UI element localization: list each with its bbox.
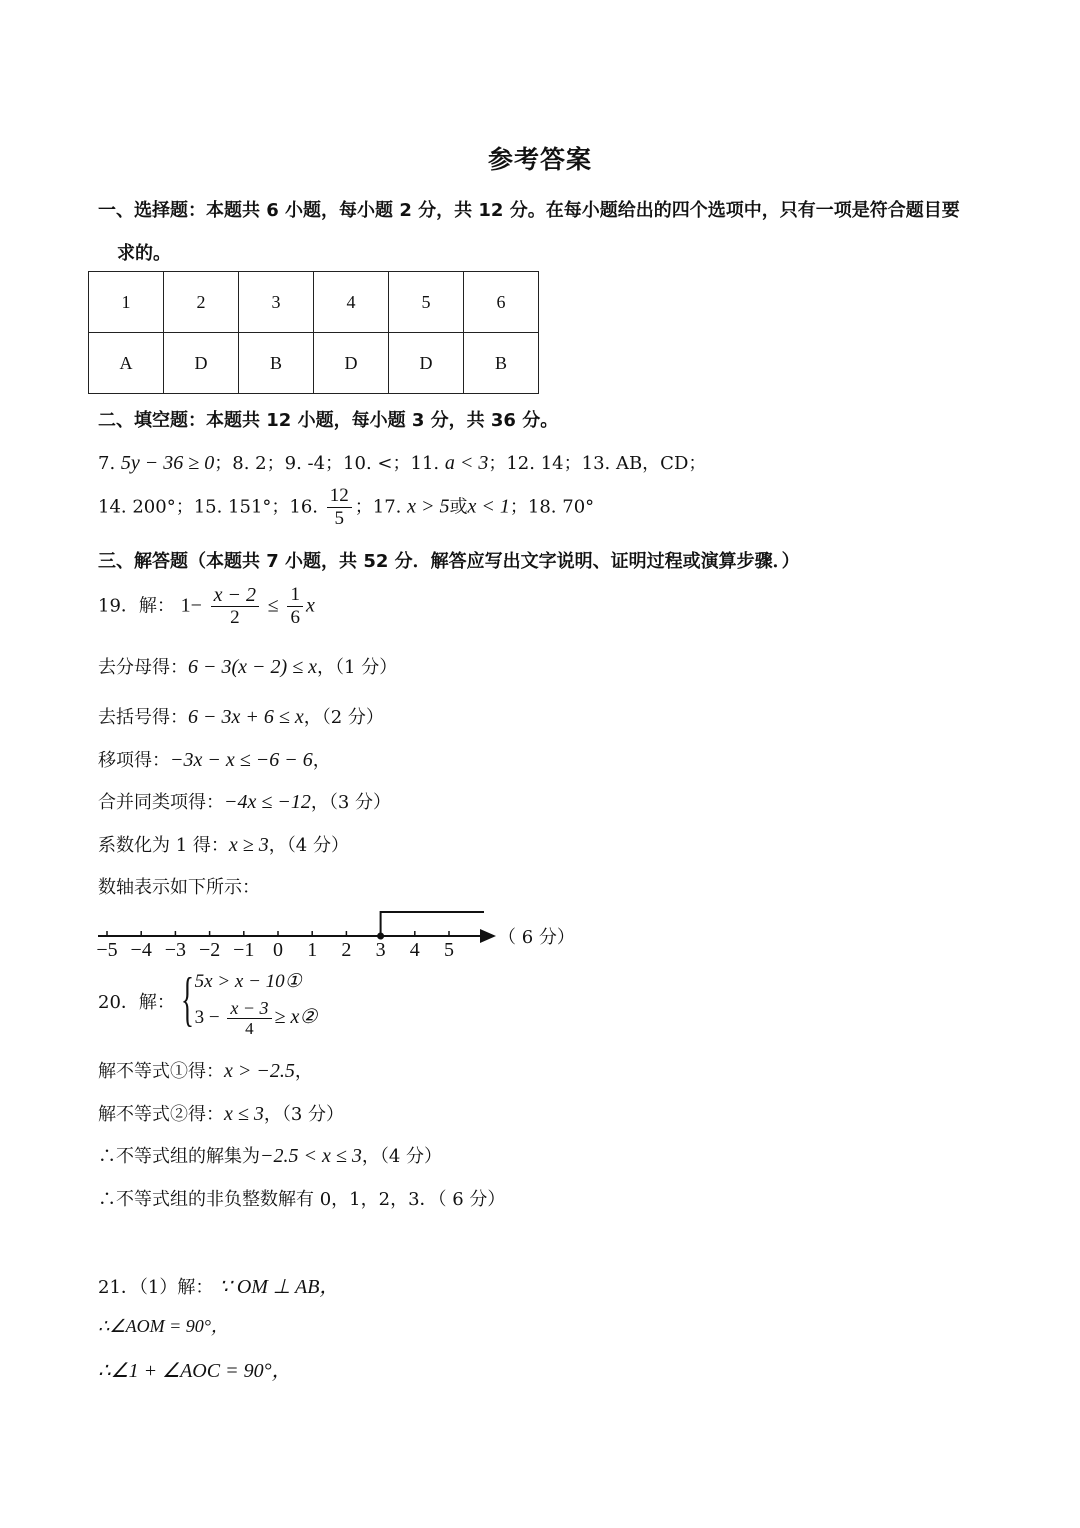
number-line-label: 0: [273, 939, 283, 961]
step-note: ，（3 分）: [310, 792, 392, 813]
fraction: [211, 584, 259, 629]
fraction: [327, 485, 352, 530]
line-label: 解不等式①得：: [98, 1061, 224, 1082]
q20-line: [98, 1057, 313, 1083]
answer-math: 5y − 36 ≥ 0: [120, 452, 215, 474]
answer-table: [88, 271, 539, 394]
step-note: ，（4 分）: [268, 835, 349, 856]
step-note: ，（2 分）: [303, 707, 384, 728]
answer-table-numbers-row: [89, 272, 539, 333]
line-label: ∴不等式组的解集为: [98, 1146, 260, 1167]
table-cell: 3: [239, 272, 314, 333]
q21-line: ∴∠1 + ∠AOC = 90°，: [98, 1360, 292, 1382]
line-math: x ≤ 3: [224, 1103, 264, 1125]
answer-text: ；18. 70°: [509, 496, 595, 518]
answer-math: a < 3: [444, 452, 489, 474]
table-cell: B: [464, 333, 539, 394]
inequality-system: [181, 966, 318, 1039]
number-line-arrow: [480, 929, 496, 943]
q20-line: [98, 1100, 344, 1126]
line-math: −2.5 < x ≤ 3: [260, 1145, 362, 1167]
line-label: 解不等式②得：: [98, 1104, 224, 1125]
q21-line: [98, 1270, 339, 1299]
table-cell: 6: [464, 272, 539, 333]
fraction-numerator: x − 3: [227, 998, 271, 1019]
line-note: ，（3 分）: [263, 1104, 345, 1125]
step-math: −4x ≤ −12: [224, 791, 311, 813]
table-cell: D: [314, 333, 389, 394]
step-math: x ≥ 3: [228, 834, 269, 856]
ineq2-tail: ≥ x②: [274, 1005, 318, 1028]
answer-text: 14. 200°；15. 151°；16.: [98, 496, 319, 518]
step-math: 6 − 3x + 6 ≤ x: [188, 706, 304, 728]
step-label: 去括号得：: [98, 707, 188, 728]
q19-step: [98, 703, 384, 729]
table-cell: B: [239, 333, 314, 394]
section2-heading: 二、填空题：本题共 12 小题，每小题 3 分，共 36 分。: [98, 410, 559, 431]
table-cell: D: [164, 333, 239, 394]
step-math: 6 − 3(x − 2) ≤ x: [188, 656, 318, 678]
fraction: [287, 584, 303, 629]
table-cell: 1: [89, 272, 164, 333]
answer-text: ；12. 14；13. AB，CD；: [488, 453, 707, 474]
number-line-label: 5: [444, 939, 454, 961]
answer-text: 或: [449, 496, 468, 518]
step-label: 系数化为 1 得：: [98, 835, 229, 856]
number-line-label: −2: [198, 939, 221, 961]
q20-line: [98, 1185, 505, 1211]
line-label: ∴不等式组的非负整数解有 0，1，2，3．（ 6 分）: [98, 1189, 506, 1210]
number-line-label: −5: [96, 939, 118, 961]
fraction: [227, 998, 271, 1039]
table-cell: 5: [389, 272, 464, 333]
q19-math: ≤: [267, 594, 279, 617]
table-cell: A: [89, 333, 164, 394]
answer-math: x > 5: [407, 495, 450, 518]
fraction-numerator: 1: [287, 584, 303, 607]
q19-step: [98, 746, 331, 772]
step-note: ，: [312, 750, 331, 771]
q21-line: ∴∠AOM = 90°，: [98, 1316, 229, 1336]
number-line-label: 1: [307, 939, 318, 961]
step-label: 合并同类项得：: [98, 792, 224, 813]
answer-text: ；17.: [354, 496, 402, 518]
step-math: −3x − x ≤ −6 − 6: [170, 749, 313, 771]
numline-caption: 数轴表示如下所示：: [98, 877, 260, 898]
brace-icon: {: [180, 966, 194, 1032]
step-label: 移项得：: [98, 750, 170, 771]
q19-problem: [98, 584, 315, 629]
fill-answers-14-18: [98, 485, 594, 530]
solution-bracket: [381, 912, 484, 936]
fraction-numerator: 12: [327, 485, 352, 508]
step-note: ，（1 分）: [317, 657, 398, 678]
number-line-label: −4: [130, 939, 152, 961]
q19-prefix: 19．解：: [98, 595, 175, 617]
q19-step: [98, 788, 391, 814]
page-title: 参考答案: [487, 145, 592, 174]
number-line-label: 4: [409, 939, 420, 961]
section1-heading-cont: 求的。: [117, 243, 171, 264]
q21-math: ∵ OM ⊥ AB，: [219, 1276, 340, 1298]
solution-endpoint: [377, 933, 384, 940]
fraction-denominator: 5: [334, 508, 345, 529]
line-math: x > −2.5: [224, 1060, 295, 1082]
section3-heading: 三、解答题（本题共 7 小题，共 52 分．解答应写出文字说明、证明过程或演算步骤．）: [98, 551, 800, 572]
answer-math: x < 1: [467, 495, 510, 518]
number-line-label: 3: [375, 939, 386, 961]
table-cell: 2: [164, 272, 239, 333]
number-line-label: −3: [164, 939, 187, 961]
number-line-label: 2: [341, 939, 352, 961]
table-cell: 4: [314, 272, 389, 333]
q20-problem: [98, 966, 317, 1039]
q19-step: [98, 653, 397, 679]
fill-answers-7-13: [98, 449, 706, 475]
answer-text: 7.: [98, 453, 116, 474]
q20-prefix: 20．解：: [98, 991, 175, 1013]
section1-heading: 一、选择题：本题共 6 小题，每小题 2 分，共 12 分。在每小题给出的四个选项中，只有一项是符合题目要: [98, 200, 960, 221]
ineq2-lead: 3 −: [194, 1006, 220, 1028]
number-line-label: −1: [233, 939, 255, 961]
inequality-2: [195, 998, 318, 1039]
number-line-labels: [96, 939, 454, 961]
inequality-1: 5x > x − 10①: [194, 971, 302, 992]
q20-line: [98, 1142, 442, 1168]
table-cell: D: [389, 333, 464, 394]
fraction-numerator: x − 2: [211, 584, 259, 607]
q19-math: 1−: [180, 594, 202, 617]
line-note: ，: [294, 1061, 313, 1082]
answer-text: ；8. 2；9. -4；10. <；11.: [214, 453, 440, 474]
numline-score: （ 6 分）: [498, 927, 575, 948]
q19-step: [98, 831, 349, 857]
fraction-denominator: 4: [245, 1019, 254, 1038]
q19-math: x: [305, 594, 315, 617]
fraction-denominator: 2: [230, 607, 240, 628]
q21-prefix: 21．（1）解：: [98, 1277, 214, 1298]
fraction-denominator: 6: [290, 607, 300, 628]
line-note: ，（4 分）: [361, 1146, 443, 1167]
step-label: 去分母得：: [98, 657, 188, 678]
answer-table-answers-row: [89, 333, 539, 394]
